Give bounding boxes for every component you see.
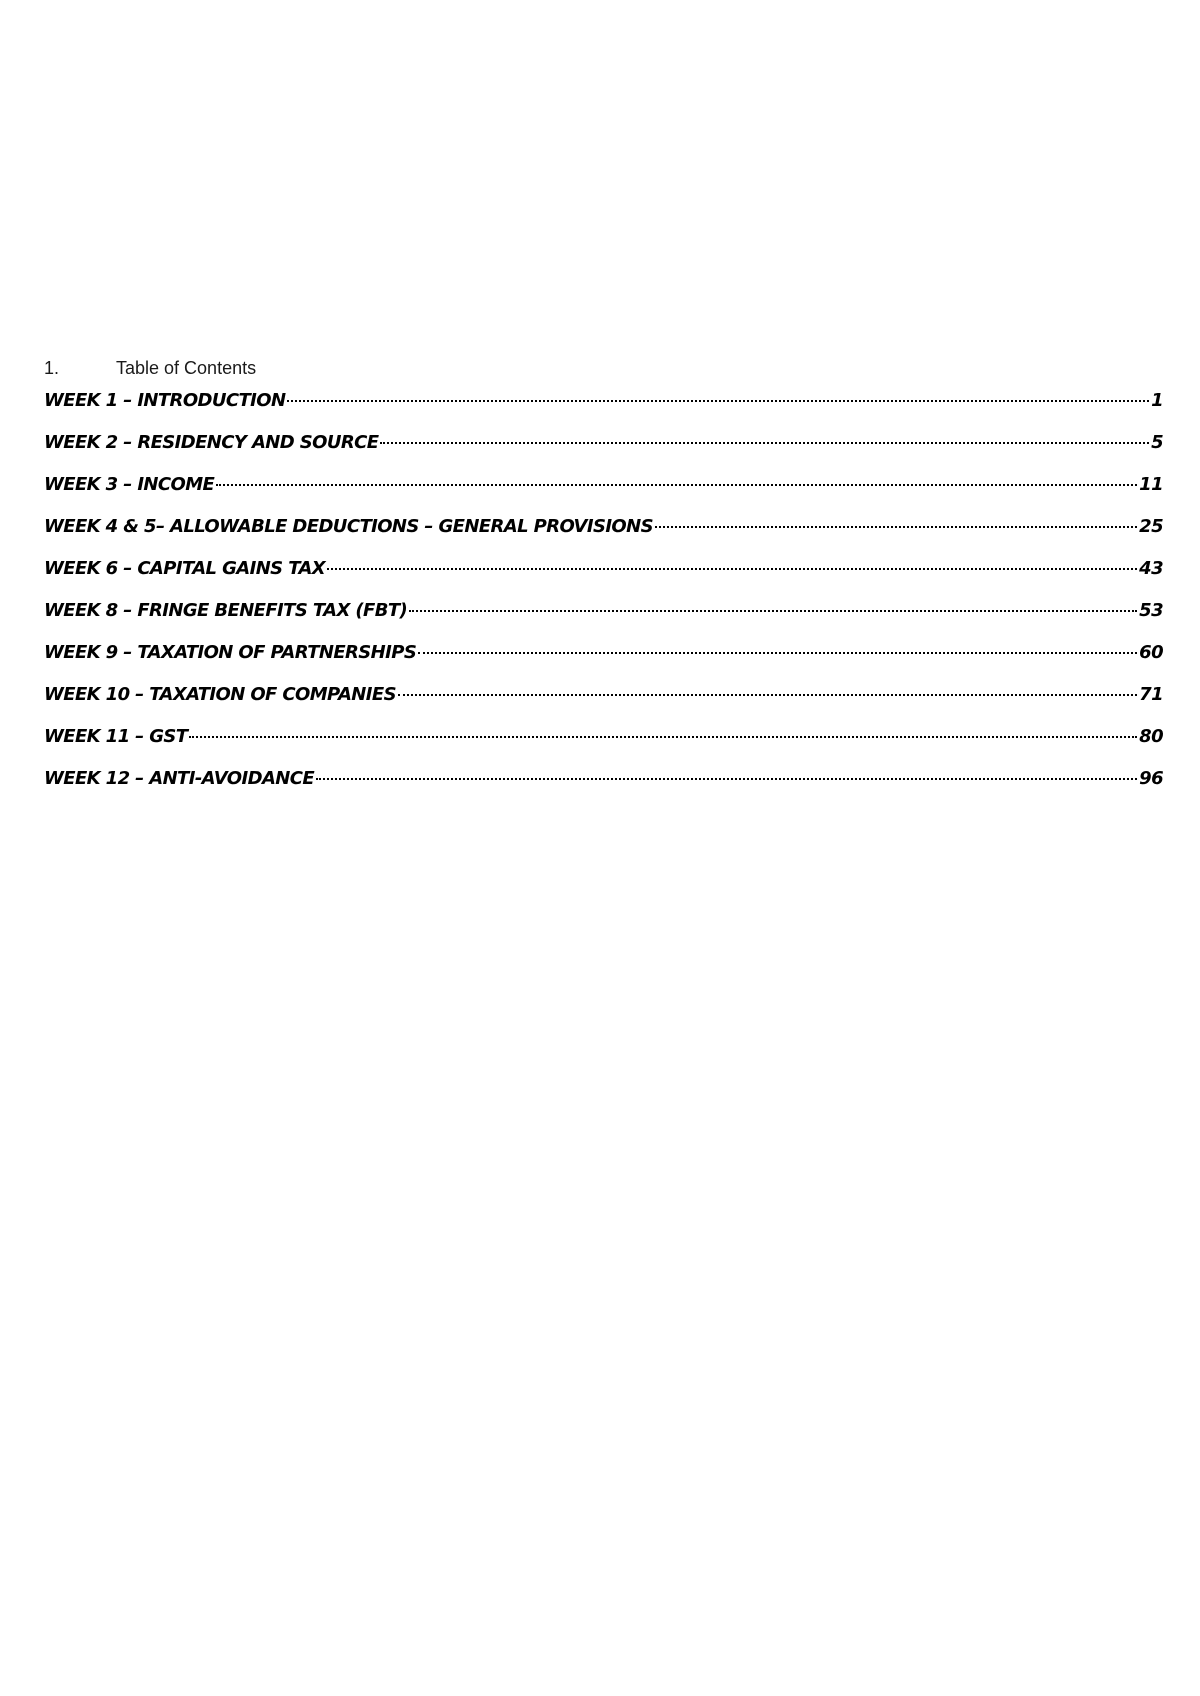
toc-entry-label: WEEK 10 – TAXATION OF COMPANIES	[44, 684, 396, 705]
toc-entry-page-number: 11	[1139, 474, 1163, 495]
toc-entry-page-number: 1	[1151, 390, 1163, 411]
toc-entry-page-number: 5	[1151, 432, 1163, 453]
toc-entry[interactable]	[44, 642, 1163, 684]
toc-entry-page-number: 80	[1139, 726, 1163, 747]
dot-leader	[316, 778, 1137, 780]
toc-entry-label: WEEK 12 – ANTI-AVOIDANCE	[44, 768, 315, 789]
toc-entry-label: WEEK 8 – FRINGE BENEFITS TAX (FBT)	[44, 600, 408, 621]
dot-leader	[418, 652, 1137, 654]
dot-leader	[380, 442, 1149, 444]
toc-entry-label: WEEK 6 – CAPITAL GAINS TAX	[44, 558, 326, 579]
toc-entry[interactable]	[44, 558, 1163, 600]
dot-leader	[409, 610, 1137, 612]
toc-entry-page-number: 96	[1139, 768, 1163, 789]
toc-heading	[44, 356, 256, 380]
toc-entry-label: WEEK 9 – TAXATION OF PARTNERSHIPS	[44, 642, 417, 663]
dot-leader	[327, 568, 1137, 570]
toc-entry-page-number: 53	[1139, 600, 1163, 621]
toc-entry-label: WEEK 4 & 5– ALLOWABLE DEDUCTIONS – GENERAL PROVISIONS	[44, 516, 653, 537]
toc-entry[interactable]	[44, 768, 1163, 810]
dot-leader	[189, 736, 1137, 738]
toc-entry-label: WEEK 1 – INTRODUCTION	[44, 390, 286, 411]
toc-entry-label: WEEK 3 – INCOME	[44, 474, 215, 495]
dot-leader	[655, 526, 1137, 528]
toc-entry-page-number: 43	[1139, 558, 1163, 579]
toc-entry[interactable]	[44, 516, 1163, 558]
dot-leader	[287, 400, 1149, 402]
toc-entry[interactable]	[44, 474, 1163, 516]
toc-entry-page-number: 60	[1139, 642, 1163, 663]
toc-heading-number: 1.	[44, 357, 60, 378]
toc-entry-label: WEEK 2 – RESIDENCY AND SOURCE	[44, 432, 379, 453]
toc-entry-label: WEEK 11 – GST	[44, 726, 188, 747]
toc-entry-page-number: 71	[1139, 684, 1163, 705]
toc-list	[44, 390, 1163, 810]
toc-entry[interactable]	[44, 432, 1163, 474]
toc-entry[interactable]	[44, 684, 1163, 726]
dot-leader	[398, 694, 1137, 696]
dot-leader	[216, 484, 1137, 486]
toc-entry[interactable]	[44, 600, 1163, 642]
toc-heading-title: Table of Contents	[116, 357, 257, 378]
toc-entry-page-number: 25	[1139, 516, 1163, 537]
toc-entry[interactable]	[44, 726, 1163, 768]
toc-entry[interactable]	[44, 390, 1163, 432]
